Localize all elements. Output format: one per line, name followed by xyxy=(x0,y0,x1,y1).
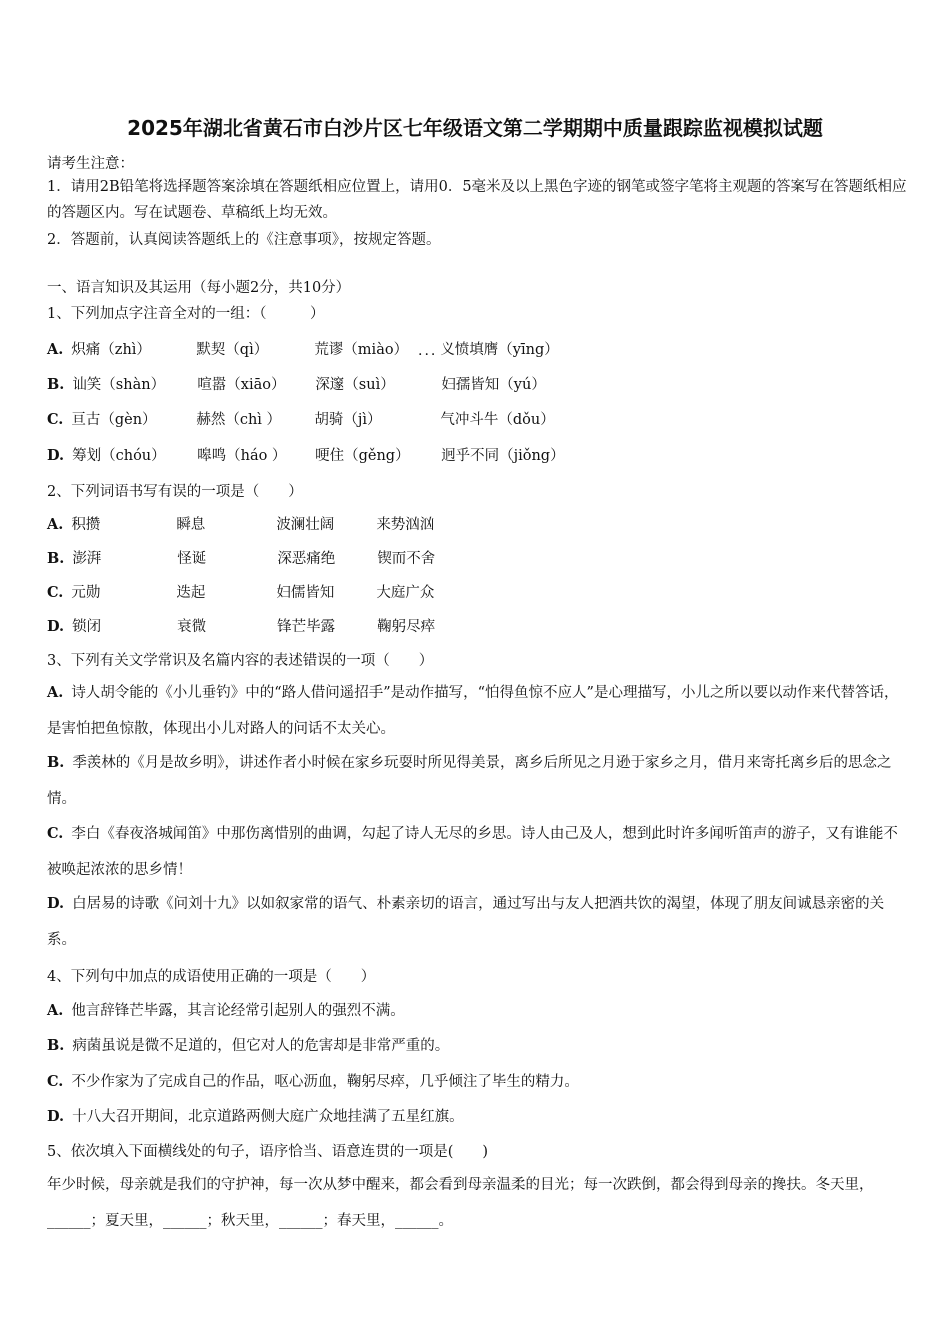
q3-option-d xyxy=(47,886,909,958)
option-text: 病菌虽说是微不足道的，但它对人的危害却是非常严重的。 xyxy=(72,1038,450,1054)
option-item: 默契（qì） xyxy=(196,342,269,358)
option-item: 衰微 xyxy=(177,619,207,635)
option-label: C. xyxy=(47,825,64,842)
q3-option-b xyxy=(47,745,909,817)
option-item: 迭起 xyxy=(176,585,206,601)
option-item: 亘古（gèn） xyxy=(71,412,157,428)
option-item: 荒谬（miào） xyxy=(314,342,409,358)
q1-option-d xyxy=(47,444,565,465)
q1-option-b xyxy=(47,373,546,394)
q1-stem: 1、下列加点字注音全对的一组：（ ） xyxy=(47,306,325,322)
option-item: 嗥鸣（háo ） xyxy=(197,448,287,464)
option-label: A. xyxy=(47,341,64,358)
option-item: 哽住（gěng） xyxy=(315,448,410,464)
option-item: 波澜壮阔 xyxy=(276,517,335,533)
option-text: 李白《春夜洛城闻笛》中那伤离惜别的曲调，勾起了诗人无尽的乡思。诗人由己及人，想到此时许多闻听笛声的游子，又有谁能不被唤起浓浓的思乡情！ xyxy=(47,826,898,878)
option-item: 气冲斗牛（dǒu） xyxy=(440,412,555,428)
q3-option-c xyxy=(47,816,909,888)
option-item: 筹划（chóu） xyxy=(72,448,166,464)
option-item: 怪诞 xyxy=(177,551,207,567)
option-item: 瞬息 xyxy=(176,517,206,533)
option-item: 义愤填膺（yīng） xyxy=(440,342,559,358)
option-item: 锁闭 xyxy=(72,619,102,635)
q5-passage: 年少时候，母亲就是我们的守护神，每一次从梦中醒来，都会看到母亲温柔的目光；每一次跌倒，都会得到母亲的搀扶。冬天里，______；夏天里，______；秋天里，______；春天里，______。 xyxy=(47,1177,874,1229)
q4-option-b xyxy=(47,1034,449,1055)
option-item: 锲而不舍 xyxy=(377,551,436,567)
option-item: 深邃（suì） xyxy=(315,377,395,393)
option-item: 喧嚣（xiāo） xyxy=(197,377,286,393)
option-item: 妇孺皆知（yú） xyxy=(441,377,546,393)
q5-stem: 5、依次填入下面横线处的句子，语序恰当、语意连贯的一项是( ) xyxy=(47,1144,489,1160)
q3-stem: 3、下列有关文学常识及名篇内容的表述错误的一项（ ） xyxy=(47,653,434,669)
option-item: 积攒 xyxy=(71,517,101,533)
q3-option-a xyxy=(47,675,909,747)
option-item: 胡骑（jì） xyxy=(314,412,382,428)
q2-option-d xyxy=(47,615,435,636)
option-item: 妇儒皆知 xyxy=(276,585,335,601)
option-text: 他言辞锋芒毕露，其言论经常引起别人的强烈不满。 xyxy=(71,1003,405,1019)
q4-option-c xyxy=(47,1070,579,1091)
q4-option-a xyxy=(47,999,405,1020)
emphasis-dots: ... xyxy=(418,343,438,359)
option-label: D. xyxy=(47,895,65,912)
option-label: A. xyxy=(47,1002,64,1019)
q4-stem: 4、下列句中加点的成语使用正确的一项是（ ） xyxy=(47,969,376,985)
option-label: C. xyxy=(47,411,64,428)
q2-option-a xyxy=(47,513,434,534)
notice-item-2: 2．答题前，认真阅读答题纸上的《注意事项》，按规定答题。 xyxy=(47,232,441,248)
notice-heading: 请考生注意： xyxy=(47,156,134,172)
option-item: 鞠躬尽瘁 xyxy=(377,619,436,635)
q4-option-d xyxy=(47,1105,464,1126)
q2-option-c xyxy=(47,581,434,602)
option-label: B. xyxy=(47,550,65,567)
q2-stem: 2、下列词语书写有误的一项是（ ） xyxy=(47,484,303,500)
option-item: 大庭广众 xyxy=(376,585,435,601)
option-text: 季羡林的《月是故乡明》，讲述作者小时候在家乡玩耍时所见得美景，离乡后所见之月逊于家乡之月，借月来寄托离乡后的思念之情。 xyxy=(47,755,892,807)
option-text: 白居易的诗歌《问刘十九》以如叙家常的语气、朴素亲切的语言，通过写出与友人把酒共饮的渴望，体现了朋友间诚恳亲密的关系。 xyxy=(47,896,885,948)
option-label: B. xyxy=(47,376,65,393)
q1-option-a xyxy=(47,338,559,359)
option-item: 炽痛（zhì） xyxy=(71,342,151,358)
q2-option-b xyxy=(47,547,435,568)
option-item: 澎湃 xyxy=(72,551,102,567)
option-text: 十八大召开期间，北京道路两侧大庭广众地挂满了五星红旗。 xyxy=(72,1109,464,1125)
option-item: 讪笑（shàn） xyxy=(72,377,166,393)
notice-item-1: 1．请用2B铅笔将选择题答案涂填在答题纸相应位置上，请用0．5毫米及以上黑色字迹的钢笔或签字笔将主观题的答案写在答题纸相应的答题区内。写在试题卷、草稿纸上均无效。 xyxy=(47,179,907,221)
option-label: D. xyxy=(47,1108,65,1125)
option-item: 迥乎不同（jiǒng） xyxy=(441,448,565,464)
option-label: A. xyxy=(47,516,64,533)
option-item: 赫然（chì ） xyxy=(196,412,282,428)
option-item: 深恶痛绝 xyxy=(277,551,336,567)
q1-option-c xyxy=(47,408,555,429)
page-title: 2025年湖北省黄石市白沙片区七年级语文第二学期期中质量跟踪监视模拟试题 xyxy=(127,116,823,140)
option-text: 诗人胡令能的《小儿垂钓》中的“路人借问遥招手”是动作描写，“怕得鱼惊不应人”是心理描写，小儿之所以要以动作来代替答话，是害怕把鱼惊散，体现出小儿对路人的问话不太关心。 xyxy=(47,685,899,737)
option-label: B. xyxy=(47,754,65,771)
option-item: 来势汹汹 xyxy=(376,517,435,533)
option-label: C. xyxy=(47,584,64,601)
option-label: A. xyxy=(47,684,64,701)
option-text: 不少作家为了完成自己的作品，呕心沥血，鞠躬尽瘁，几乎倾注了毕生的精力。 xyxy=(71,1074,579,1090)
section-heading: 一、语言知识及其运用（每小题2分，共10分） xyxy=(47,280,351,296)
option-label: B. xyxy=(47,1037,65,1054)
option-label: D. xyxy=(47,447,65,464)
option-item: 锋芒毕露 xyxy=(277,619,336,635)
option-label: C. xyxy=(47,1073,64,1090)
option-item: 元勋 xyxy=(71,585,101,601)
option-label: D. xyxy=(47,618,65,635)
